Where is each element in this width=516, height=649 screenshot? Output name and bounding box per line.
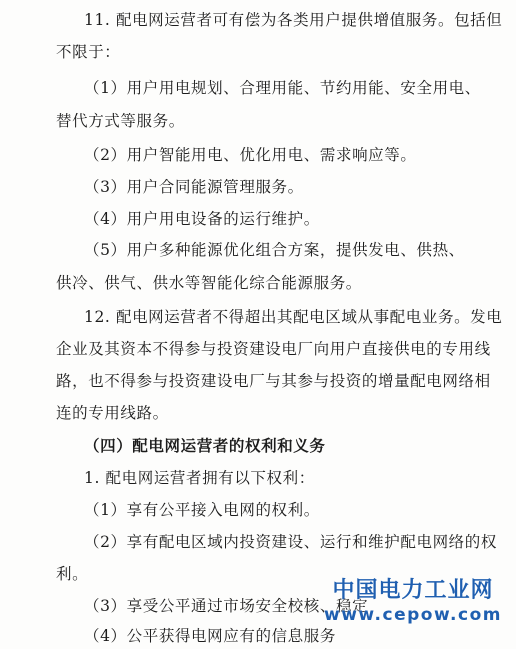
text-line: （1）用户用电规划、合理用能、节约用能、安全用电、 bbox=[84, 79, 481, 97]
watermark-title: 中国电力工业网 bbox=[332, 578, 494, 603]
text-line: （2）用户智能用电、优化用电、需求响应等。 bbox=[84, 146, 417, 164]
text-line: 11. 配电网运营者可有偿为各类用户提供增值服务。包括但 bbox=[84, 11, 503, 29]
text-line: 1. 配电网运营者拥有以下权利： bbox=[84, 469, 315, 487]
text-line: （3）享受公平通过市场安全校核、稳定 bbox=[84, 597, 369, 615]
text-line: 12. 配电网运营者不得超出其配电区域从事配电业务。发电 bbox=[84, 308, 503, 326]
text-line: （4）用户用电设备的运行维护。 bbox=[84, 210, 320, 228]
section-heading: （四）配电网运营者的权利和义务 bbox=[84, 436, 326, 455]
text-line: 企业及其资本不得参与投资建设电厂向用户直接供电的专用线 bbox=[56, 340, 491, 358]
text-line: （4）公平获得电网应有的信息服务 bbox=[84, 627, 336, 645]
text-line: （2）享有配电区域内投资建设、运行和维护配电网络的权 bbox=[84, 533, 497, 551]
text-line: （1）享有公平接入电网的权利。 bbox=[84, 501, 320, 519]
text-line: 路，也不得参与投资建设电厂与其参与投资的增量配电网络相 bbox=[56, 372, 491, 390]
text-line: 利。 bbox=[56, 565, 89, 583]
site-watermark bbox=[324, 578, 502, 626]
text-line: 连的专用线路。 bbox=[56, 404, 169, 422]
text-line: 供冷、供气、供水等智能化综合能源服务。 bbox=[56, 274, 362, 292]
watermark-url: www.cepow.com bbox=[324, 605, 502, 625]
text-line: （3）用户合同能源管理服务。 bbox=[84, 178, 304, 196]
text-line: 替代方式等服务。 bbox=[56, 112, 185, 130]
text-line: 不限于： bbox=[56, 43, 121, 61]
text-line: （5）用户多种能源优化组合方案，提供发电、供热、 bbox=[84, 241, 465, 259]
